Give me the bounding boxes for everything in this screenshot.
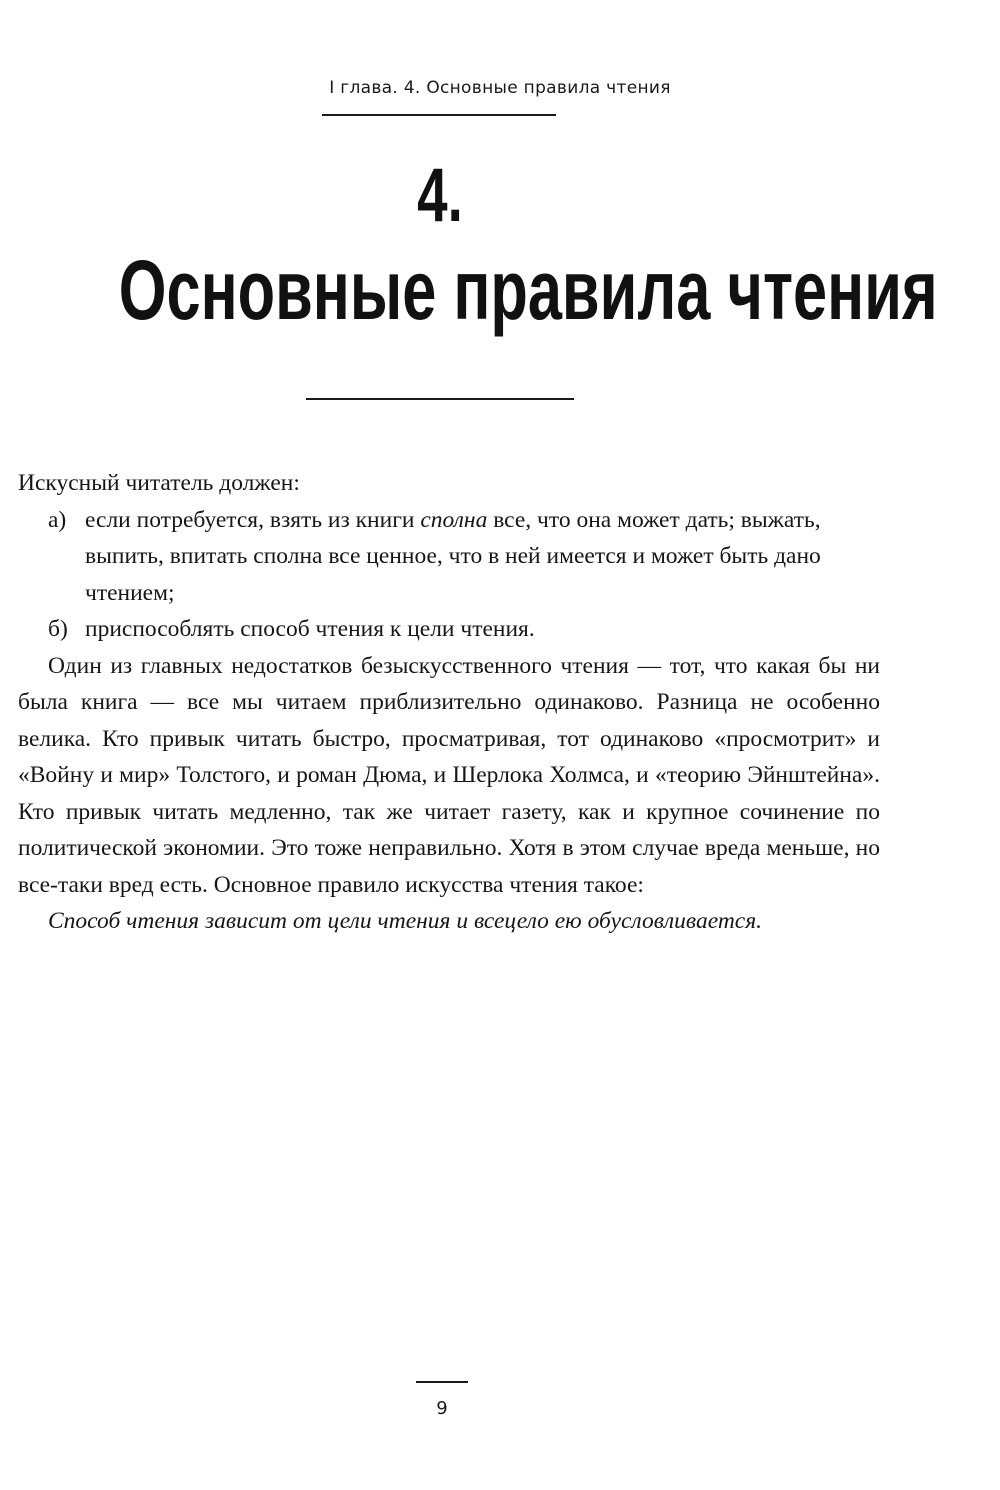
body-text (18, 465, 880, 940)
list-marker: а) (48, 506, 67, 533)
list-item-text (85, 502, 880, 612)
list-text-part: все, что она может дать; выжать, выпить, впитать сполна все ценное, что в ней имеется и может быть дано чтением; (85, 506, 821, 606)
list-item (18, 611, 880, 648)
body-paragraph: Один из главных недостатков безыскусственного чтения — тот, что какая бы ни была книга — все мы читаем приблизительно одинаково. Разница не особенно велика. Кто привык читать быстро, просматривая, тот одинаково «просмотрит» и «Войну и мир» Толстого, и роман Дюма, и Шерлока Холмса, и «теорию Эйнштейна». Кто привык читать медленно, так же читает газету, как и крупное сочинение по политической экономии. Это тоже неправильно. Хотя в этом случае вреда меньше, но все-таки вред есть. Основное правило искусства чтения такое: (18, 652, 880, 898)
running-head-rule (322, 114, 556, 116)
running-head: I глава. 4. Основные правила чтения (329, 78, 671, 98)
list-item-text: приспособлять способ чтения к цели чтения. (85, 616, 535, 642)
title-rule (306, 398, 574, 400)
page-number: 9 (436, 1398, 448, 1419)
list-text-part: если потребуется, взять из книги (85, 506, 421, 533)
page-number-rule (416, 1381, 468, 1383)
list-marker: б) (48, 616, 68, 642)
list-item (18, 502, 880, 612)
intro-line: Искусный читатель должен: (18, 470, 300, 496)
chapter-title: Основные правила чтения (118, 243, 938, 337)
emphasis-word: сполна (420, 506, 488, 533)
chapter-number: 4. (417, 153, 463, 238)
rule-statement: Способ чтения зависит от цели чтения и всецело ею обусловливается. (48, 908, 763, 934)
